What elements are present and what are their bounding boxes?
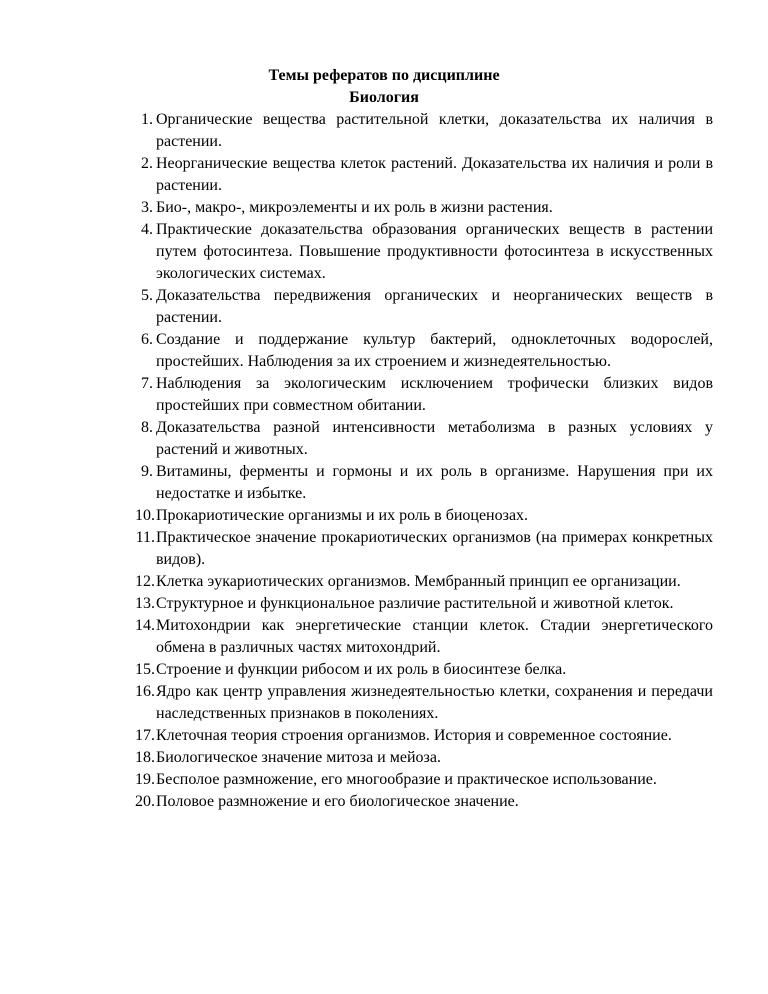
item-number: 6. [141,331,153,348]
item-text: Биологическое значение митоза и мейоза. [156,749,441,766]
item-number: 13. [135,595,155,612]
item-number: 8. [141,419,153,436]
item-text: Практическое значение прокариотических организмов (на примерах конкретных видов). [156,529,713,568]
item-number: 3. [141,199,153,216]
list-item [0,109,768,153]
item-text: Клеточная теория строения организмов. История и современное состояние. [156,727,672,744]
topics-list [0,109,768,813]
item-text: Доказательства передвижения органических и неорганических веществ в растении. [156,287,713,326]
list-item [0,329,768,373]
item-number: 5. [141,287,153,304]
list-item [0,417,768,461]
item-text: Наблюдения за экологическим исключением трофически близких видов простейших при совместном обитании. [156,375,713,414]
item-text: Био-, макро-, микроэлементы и их роль в жизни растения. [156,199,553,216]
item-text: Бесполое размножение, его многообразие и практическое использование. [156,771,657,788]
item-text: Неорганические вещества клеток растений. Доказательства их наличия и роли в растении. [156,155,713,194]
item-number: 1. [141,111,153,128]
item-text: Ядро как центр управления жизнедеятельностью клетки, сохранения и передачи наследственных признаков в поколениях. [156,683,713,722]
list-item [0,769,768,791]
item-number: 2. [141,155,153,172]
item-number: 11. [135,529,155,546]
list-item [0,373,768,417]
list-item [0,593,768,615]
list-item [0,747,768,769]
item-text: Митохондрии как энергетические станции клеток. Стадии энергетического обмена в различных частях митохондрий. [156,617,713,656]
item-number: 7. [141,375,153,392]
list-item [0,791,768,813]
list-item [0,153,768,197]
item-text: Доказательства разной интенсивности метаболизма в разных условиях у растений и животных. [156,419,713,458]
item-text: Прокариотические организмы и их роль в биоценозах. [156,507,529,524]
item-number: 10. [135,507,155,524]
list-item [0,197,768,219]
item-text: Создание и поддержание культур бактерий, одноклеточных водорослей, простейших. Наблюдения за их строением и жизнедеятельностью. [156,331,713,370]
list-item [0,527,768,571]
item-text: Строение и функции рибосом и их роль в биосинтезе белка. [156,661,567,678]
item-number: 9. [141,463,153,480]
list-item [0,219,768,285]
item-text: Практические доказательства образования органических веществ в растении путем фотосинтеза. Повышение продуктивности фотосинтеза в искусственных экологических системах. [156,221,713,282]
item-number: 14. [135,617,155,634]
item-number: 15. [135,661,155,678]
item-text: Структурное и функциональное различие растительной и животной клеток. [156,595,674,612]
item-text: Клетка эукариотических организмов. Мембранный принцип ее организации. [156,573,681,590]
item-number: 20. [135,793,155,810]
list-item [0,571,768,593]
item-number: 4. [141,221,153,238]
list-item [0,681,768,725]
document-subject: Биология [349,89,419,106]
item-text: Органические вещества растительной клетки, доказательства их наличия в растении. [156,111,713,150]
item-number: 16. [135,683,155,700]
item-text: Витамины, ферменты и гормоны и их роль в организме. Нарушения при их недостатке и избытке. [156,463,713,502]
item-number: 12. [135,573,155,590]
list-item [0,659,768,681]
list-item [0,725,768,747]
item-number: 19. [135,771,155,788]
list-item [0,615,768,659]
list-item [0,461,768,505]
item-text: Половое размножение и его биологическое значение. [156,793,519,810]
item-number: 17. [135,727,155,744]
item-number: 18. [135,749,155,766]
list-item [0,285,768,329]
document-title: Темы рефератов по дисциплине [268,67,500,84]
list-item [0,505,768,527]
